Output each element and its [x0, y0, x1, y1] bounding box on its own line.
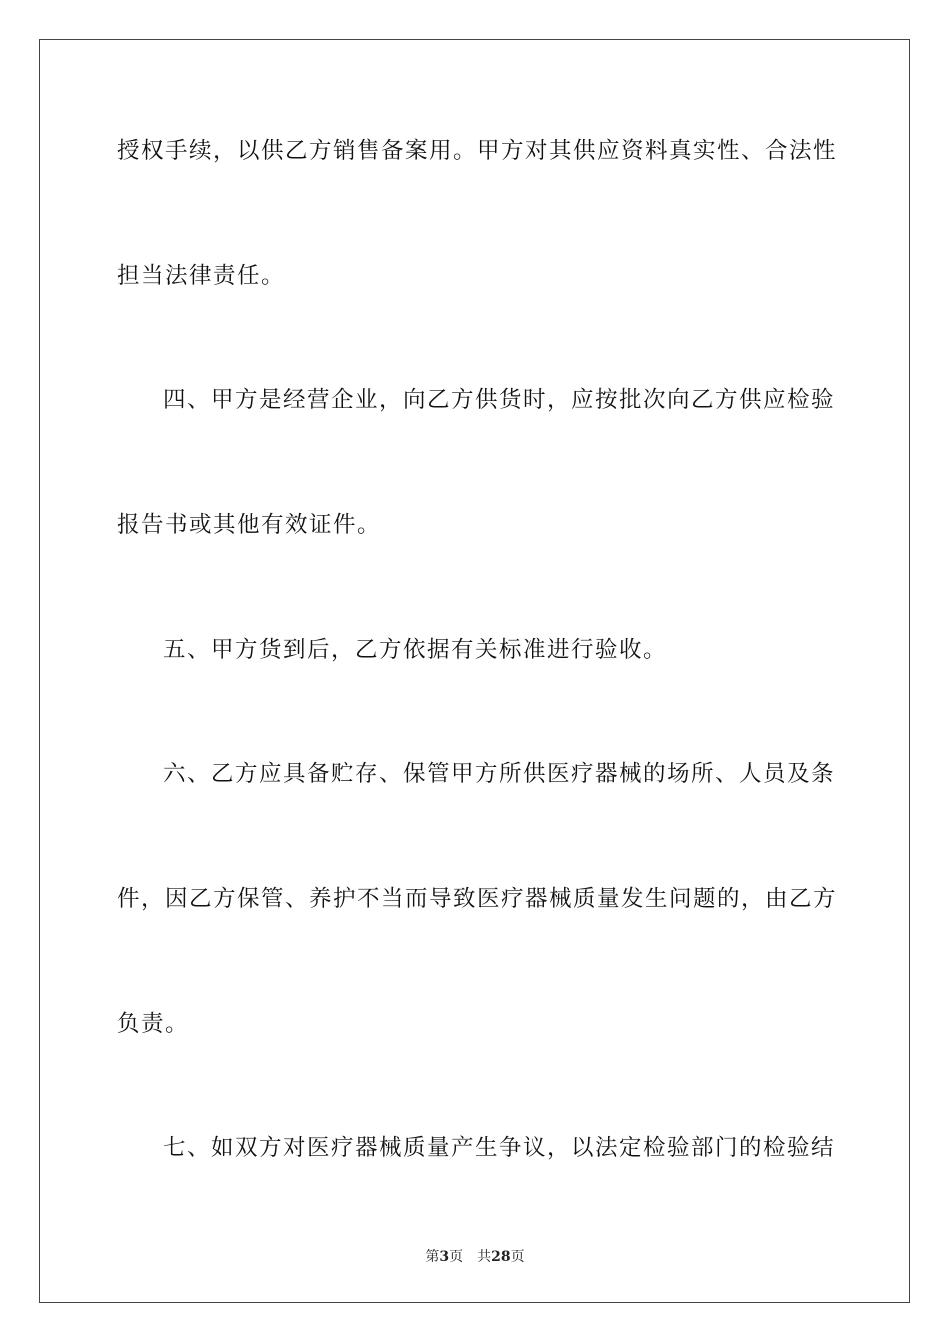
page-prefix: 第 — [425, 1249, 440, 1265]
paragraph-line: 四、甲方是经营企业，向乙方供货时，应按批次向乙方供应检验 — [163, 387, 836, 413]
total-prefix: 共 — [477, 1249, 492, 1265]
paragraph-line: 七、如双方对医疗器械质量产生争议，以法定检验部门的检验结 — [163, 1135, 836, 1161]
paragraph-line: 五、甲方货到后，乙方依据有关标准进行验收。 — [163, 637, 668, 663]
paragraph-line: 担当法律责任。 — [117, 263, 286, 289]
paragraph-line: 六、乙方应具备贮存、保管甲方所供医疗器械的场所、人员及条 — [163, 761, 836, 787]
paragraph-line: 授权手续，以供乙方销售备案用。甲方对其供应资料真实性、合法性 — [117, 138, 838, 164]
page-footer — [0, 1248, 950, 1266]
paragraph-line: 报告书或其他有效证件。 — [117, 512, 382, 538]
page-suffix: 页 — [449, 1249, 464, 1265]
page-current: 3 — [439, 1249, 450, 1265]
total-suffix: 页 — [510, 1249, 525, 1265]
paragraph-line: 负责。 — [117, 1011, 190, 1037]
paragraph-line: 件，因乙方保管、养护不当而导致医疗器械质量发生问题的，由乙方 — [117, 886, 838, 912]
page-frame — [39, 39, 910, 1303]
page-total: 28 — [491, 1249, 511, 1265]
